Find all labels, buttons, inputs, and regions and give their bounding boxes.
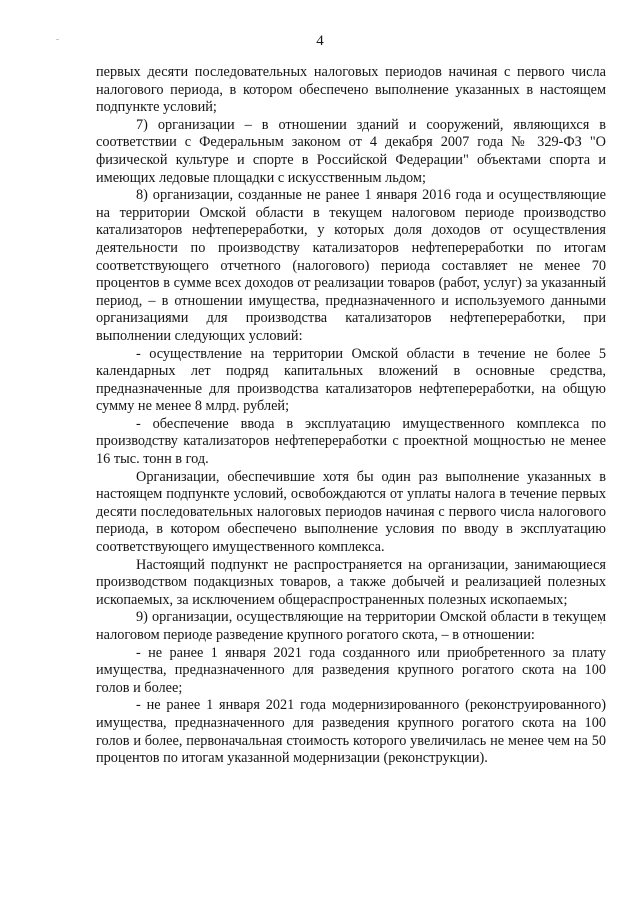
paragraph-condition-modernized-property: - не ранее 1 января 2021 года модернизированного (реконструированного) имущества, предназначенного для разведения крупного рогатого скота на 100 голов и более, первоначальная стоимость которого увеличилась не менее чем на 50 процентов по итогам указанной модернизации (реконструкции). [96,697,606,767]
paragraph-exemption: Организации, обеспечившие хотя бы один раз выполнение указанных в настоящем подпункте условий, освобождаются от уплаты налога в течение первых десяти последовательных налоговых периодов начиная с первого числа налогового периода, в котором обеспечено выполнение условия по вводу в эксплуатацию соответствующего имущественного комплекса. [96,468,606,556]
paragraph-condition-new-property: - не ранее 1 января 2021 года созданного или приобретенного за плату имущества, предназначенного для разведения крупного рогатого скота на 100 голов и более; [96,644,606,696]
paragraph-condition-commissioning: - обеспечение ввода в эксплуатацию имущественного комплекса по производству катализаторов нефтепереработки с проектной мощностью не менее 16 тыс. тонн в год. [96,415,606,468]
document-body [96,64,606,768]
paragraph-item-8: 8) организации, созданные не ранее 1 января 2016 года и осуществляющие на территории Омской области в текущем налоговом периоде производство катализаторов нефтепереработки, у которых доля доходов от осуществления деятельности по производству катализаторов нефтепереработки по итогам соответствующего отчетного (налогового) периода составляет не менее 70 процентов в сумме всех доходов от реализации товаров (работ, услуг) за указанный период, – в отношении имущества, предназначенного и используемого данными организациями для производства катализаторов нефтепереработки, при выполнении следующих условий: [96,187,606,344]
paragraph-item-7: 7) организации – в отношении зданий и сооружений, являющихся в соответствии с Федеральным законом от 4 декабря 2007 года № 329-ФЗ "О физической культуре и спорте в Российской Федерации" объектами спорта и имеющих ледовые площадки с искусственным льдом; [96,116,606,186]
paragraph-condition-investment: - осуществление на территории Омской области в течение не более 5 календарных лет подряд капитальных вложений в основные средства, предназначенные для производства катализаторов нефтепереработки, на общую сумму не менее 8 млрд. рублей; [96,345,606,415]
page-number: 4 [316,33,324,49]
paragraph-exclusion: Настоящий подпункт не распространяется на организации, занимающиеся производством подакцизных товаров, а также добычей и реализацией полезных ископаемых, за исключением общераспространенных полезных ископаемых; [96,556,606,608]
paragraph-continuation: первых десяти последовательных налоговых периодов начиная с первого числа налогового периода, в котором обеспечено выполнение указанных в настоящем подпункте условий; [96,64,606,116]
paragraph-item-9: 9) организации, осуществляющие на территории Омской области в текущем налоговом периоде разведение крупного рогатого скота, – в отношении: [96,609,606,643]
